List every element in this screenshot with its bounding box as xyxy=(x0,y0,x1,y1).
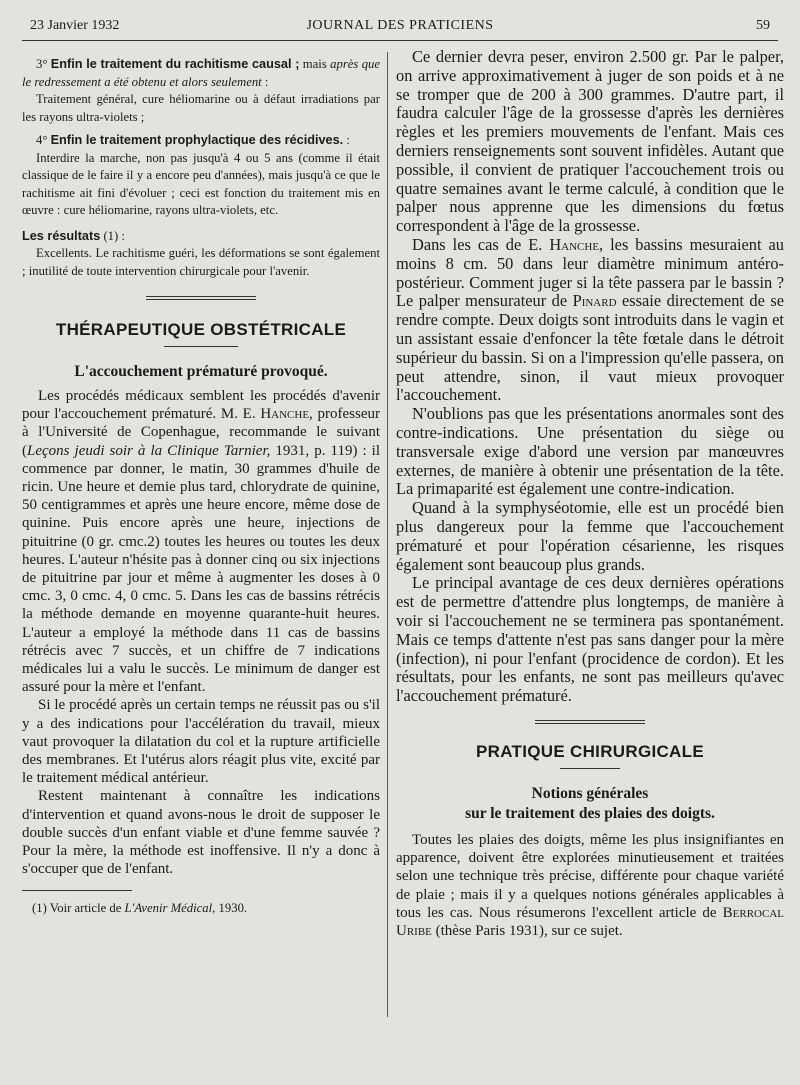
right-paragraph-3: N'oublions pas que les présentations anormales sont des contre-indications. Une présentation du siège ou transversale exige d'abord une version par manœuvres externes, de manière à obtenir une présentation de la tête. La primaparité est également une contre-indication. xyxy=(396,404,784,499)
item-3-body: Traitement général, cure héliomarine ou à défaut irradiations par les rayons ultra-violets ; xyxy=(22,92,380,124)
para1-text-b: , professeur à l'Université de Copenhague, recommande le suivant ( xyxy=(22,406,380,459)
left-column xyxy=(22,48,380,916)
right-paragraph-2 xyxy=(396,236,784,405)
page-header xyxy=(30,18,770,38)
item-3-italic: après que le redressement a été obtenu et alors seulement xyxy=(22,57,381,89)
para6-text-b: (thèse Paris 1931), sur ce sujet. xyxy=(431,922,623,939)
footnote-text-a: (1) Voir article de xyxy=(32,901,125,916)
item-3-heading xyxy=(22,56,380,91)
results-heading xyxy=(22,228,380,246)
footnote-rule xyxy=(22,890,132,891)
article-title-line-1: Notions générales xyxy=(531,784,649,802)
item-3-text-a: mais xyxy=(299,57,331,71)
para2-text-b: , les bassins mesuraient au moins 8 cm. 50 dans leur diamètre minimum antéro-postérieur. Comment juger si la tête passera par le bassin ? Le palper mensurateur de xyxy=(396,234,785,311)
footnote-journal: L'Avenir Médical, xyxy=(124,901,216,916)
article-title-line-2: sur le traitement des plaies des doigts. xyxy=(465,804,715,822)
section-separator-2 xyxy=(535,720,645,724)
section-title-obstetrics: THÉRAPEUTIQUE OBSTÉTRICALE xyxy=(55,320,347,339)
section-separator xyxy=(146,296,256,300)
journal-title: JOURNAL DES PRATICIENS xyxy=(306,18,494,33)
results-footnote-ref: (1) : xyxy=(100,228,125,243)
para1-text-a: Les procédés médicaux semblent les procédés d'avenir pour l'accouchement prématuré. M. E. xyxy=(22,388,380,423)
para1-citation: Leçons jeudi soir à la Clinique Tarnier, xyxy=(27,442,271,459)
title-underline xyxy=(164,346,238,347)
article-paragraph-3: Restent maintenant à connaître les indications d'intervention et quand avons-nous le droit de supposer le double succès d'un enfant viable et d'une femme sauvée ? Pour la mère, la méthode est inoffensive. Il n'y a donc à s'occuper que de l'enfant. xyxy=(22,788,380,878)
issue-date: 23 Janvier 1932 xyxy=(30,18,120,33)
item-4-heading xyxy=(22,132,380,150)
para1-text-c: 1931, p. 119) : il commence par donner, le matin, 30 grammes d'huile de ricin. Une heure et demie plus tard, chlorydrate de quinine, 50 centigrammes et après une heure encore, même dose de quinine. Puis encore après une heure, injections de pituitrine (0 gr. cmc.2) toutes les heures ou toutes les deux heures. L'auteur n'hésite pas à donner cinq ou six injections de pituitrine par jour et même à augmenter les doses à 0 cmc. 3, 0 cmc. 4, 0 cmc. 5. Dans les cas de bassins rétrécis la méthode demande en moyenne quarante-huit heures. L'auteur a employé la méthode dans 11 cas de bassins rétrécis avec 7 succès, et un chiffre de 7 indications médicales lui a valu le succès. Le minimum de danger est assuré pour la mère et l'enfant. xyxy=(22,442,380,696)
results-body: Excellents. Le rachitisme guéri, les déformations se sont également ; inutilité de toute intervention chirurgicale pour l'avenir. xyxy=(22,246,380,278)
item-4-number: 4° xyxy=(36,133,51,147)
right-paragraph-5: Le principal avantage de ces deux dernières opérations est de permettre d'attendre plus longtemps, de manière à voir si l'accouchement ne se terminera pas spontanément. Mais ce temps d'attente n'est pas sans danger pour la mère (infection), ni pour l'enfant (procidence de cordon). Et les résultats, pour les enfants, ne sont pas meilleurs qu'avec l'accouchement prématuré. xyxy=(396,573,784,706)
item-3-number: 3° xyxy=(36,57,51,71)
article-paragraph-1 xyxy=(22,387,380,696)
author-name-hanche: Hanche xyxy=(260,406,310,423)
para2-text-c: essaie directement de se rendre compte. Deux doigts sont introduits dans le vagin et un assistant essaie d'enfoncer la tête fœtale dans le détroit supérieur du bassin. Si on a l'impression qu'elle passera, on peut attendre, sinon, il vaut mieux provoquer l'accouchement. xyxy=(396,291,785,405)
author-name-hanche-2: Hanche xyxy=(549,234,600,254)
author-name-pinard: Pinard xyxy=(572,291,617,311)
right-paragraph-4: Quand à la symphyséotomie, elle est un procédé bien plus dangereux pour la femme que l'accouchement prématuré et pour l'opération césarienne, les risques également sont beaucoup plus grands. xyxy=(396,498,784,574)
item-3-text-b: : xyxy=(261,74,269,89)
footnote xyxy=(32,901,380,916)
para6-text-a: Toutes les plaies des doigts, même les plus insignifiantes en apparence, doivent être explorées minutieusement et traitées selon une technique très précise, différente pour chaque variété de plaie ; mais il y a quelques notions générales applicables à tous les cas. Nous résumerons l'excellent article de xyxy=(396,831,784,921)
right-paragraph-6 xyxy=(396,831,784,940)
title-underline-2 xyxy=(560,768,620,769)
right-column xyxy=(396,48,784,940)
column-divider xyxy=(387,52,388,1017)
article-paragraph-2: Si le procédé après un certain temps ne réussit pas ou s'il y a des indications pour l'accélération du travail, mieux vaut provoquer la dilatation du col et la rupture artificielle des membranes. Et l'utérus alors réagit plus vite, excité par le traitement médical antérieur. xyxy=(22,697,380,787)
section-title-surgery: PRATIQUE CHIRURGICALE xyxy=(476,741,704,761)
author-name-berrocal-uribe: Berrocal Uribe xyxy=(396,904,784,939)
header-rule xyxy=(22,40,778,41)
item-4-text-a: : xyxy=(343,133,350,147)
para2-text-a: Dans les cas de E. xyxy=(412,234,550,254)
item-4-bold: Enfin le traitement prophylactique des récidives. xyxy=(50,133,344,147)
right-paragraph-1: Ce dernier devra peser, environ 2.500 gr. Par le palper, on arrive approximativement à juger de son poids et à ne se tromper que de 200 à 300 grammes. D'autre part, il faudra calculer l'âge de la grossesse d'après les dernières règles et les premiers mouvements de l'enfant. Mais ces derniers renseignements sont souvent infidèles. Autant que possible, il convient de pratiquer l'accouchement trois ou quatre semaines avant le terme calculé, à condition que le palper nous apprenne que les dimensions du fœtus correspondent à l'âge de la grossesse. xyxy=(396,47,784,236)
item-4-body: Interdire la marche, non pas jusqu'à 4 ou 5 ans (comme il était classique de le faire il y a encore peu d'années), mais jusqu'à ce que le rachitisme ait fini d'évoluer ; ceci est fonction du traitement mis en œuvre : cure héliomarine, rayons ultra-violets, etc. xyxy=(22,150,380,217)
article-title-premature-delivery: L'accouchement prématuré provoqué. xyxy=(74,363,328,380)
page-number: 59 xyxy=(756,18,770,33)
results-heading-bold: Les résultats xyxy=(22,228,101,243)
item-3-bold: Enfin le traitement du rachitisme causal ; xyxy=(50,57,300,71)
footnote-text-b: 1930. xyxy=(215,901,248,916)
